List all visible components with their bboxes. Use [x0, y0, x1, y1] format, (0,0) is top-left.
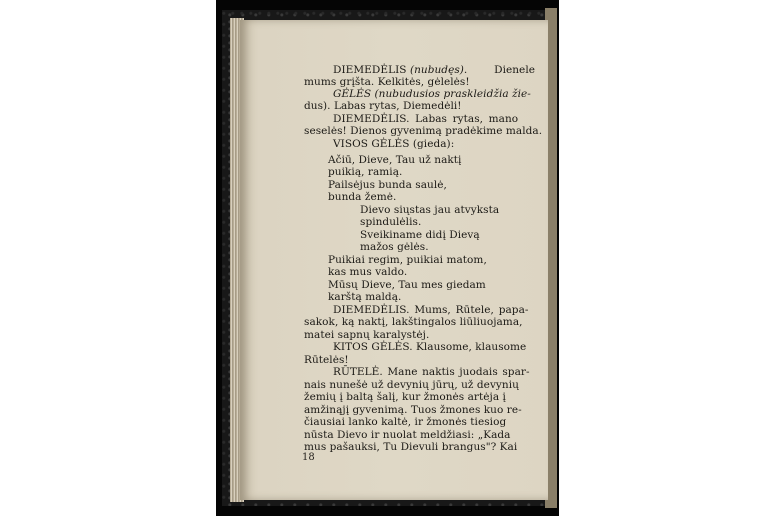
verse-line: Puikiai regim, puikiai matom, [328, 254, 487, 266]
book-page [240, 20, 548, 500]
verse-line: karštą maldą. [328, 291, 402, 303]
text-line: čiausiai lanko kaltė, ir žmonės tiesiog [304, 416, 507, 428]
verse-line: bunda žemė. [328, 191, 397, 203]
text-line: RŪTELĖ. Mane naktis juodais spar- [333, 366, 530, 378]
text-line: DIEMEDĖLIS. Labas rytas, mano [333, 113, 519, 125]
text-line: DIEMEDĖLIS (nubudęs). Dienele [333, 64, 535, 76]
text-line: GĖLĖS (nubudusios praskleidžia žie- [333, 88, 531, 100]
verse-line: kas mus valdo. [328, 266, 408, 278]
verse-line: mažos gėlės. [360, 241, 429, 253]
text-line: mums grįšta. Kelkitės, gėlelės! [304, 76, 470, 88]
text-line: KITOS GĖLĖS. Klausome, klausome [333, 341, 527, 353]
text-line: Rūtelės! [304, 354, 349, 366]
speaker-name: DIEMEDĖLIS [333, 64, 410, 76]
text-line: dus). Labas rytas, Diemedėli! [304, 100, 462, 112]
text-line: žemių į baltą šalį, kur žmonės artėja į [304, 391, 506, 403]
text-line: sakok, ką naktį, lakštingalos liūliuojama, [304, 316, 523, 328]
stage-direction: (nubudęs). [409, 64, 468, 76]
text-line: mus pašauksi, Tu Dievuli brangus"? Kai [304, 441, 518, 453]
text-line: matei sapnų karalystėj. [304, 329, 430, 341]
verse-line: Dievo siųstas jau atvyksta [360, 204, 500, 216]
text-line: DIEMEDĖLIS. Mums, Rūtele, papa- [333, 304, 529, 316]
text-line: amžinąjį gyvenimą. Tuos žmones kuo re- [304, 404, 522, 416]
text-line: nūsta Dievo ir nuolat meldžiasi: „Kada [304, 429, 511, 441]
page-number: 18 [302, 452, 315, 463]
verse-line: puikią, ramią. [328, 166, 403, 178]
text-line: seselės! Dienos gyvenimą pradėkime malda. [304, 125, 543, 137]
verse-line: Pailsėjus bunda saulė, [328, 179, 447, 191]
verse-line: Ačiū, Dieve, Tau už naktį [328, 154, 462, 166]
verse-line: Mūsų Dieve, Tau mes giedam [328, 279, 486, 291]
verse-line: spindulėlis. [360, 216, 422, 228]
verse-line: Sveikiname didį Dievą [360, 229, 480, 241]
text-line: VISOS GĖLĖS (gieda): [333, 138, 455, 150]
text-line: nais nunešė už devynių jūrų, už devynių [304, 379, 519, 391]
